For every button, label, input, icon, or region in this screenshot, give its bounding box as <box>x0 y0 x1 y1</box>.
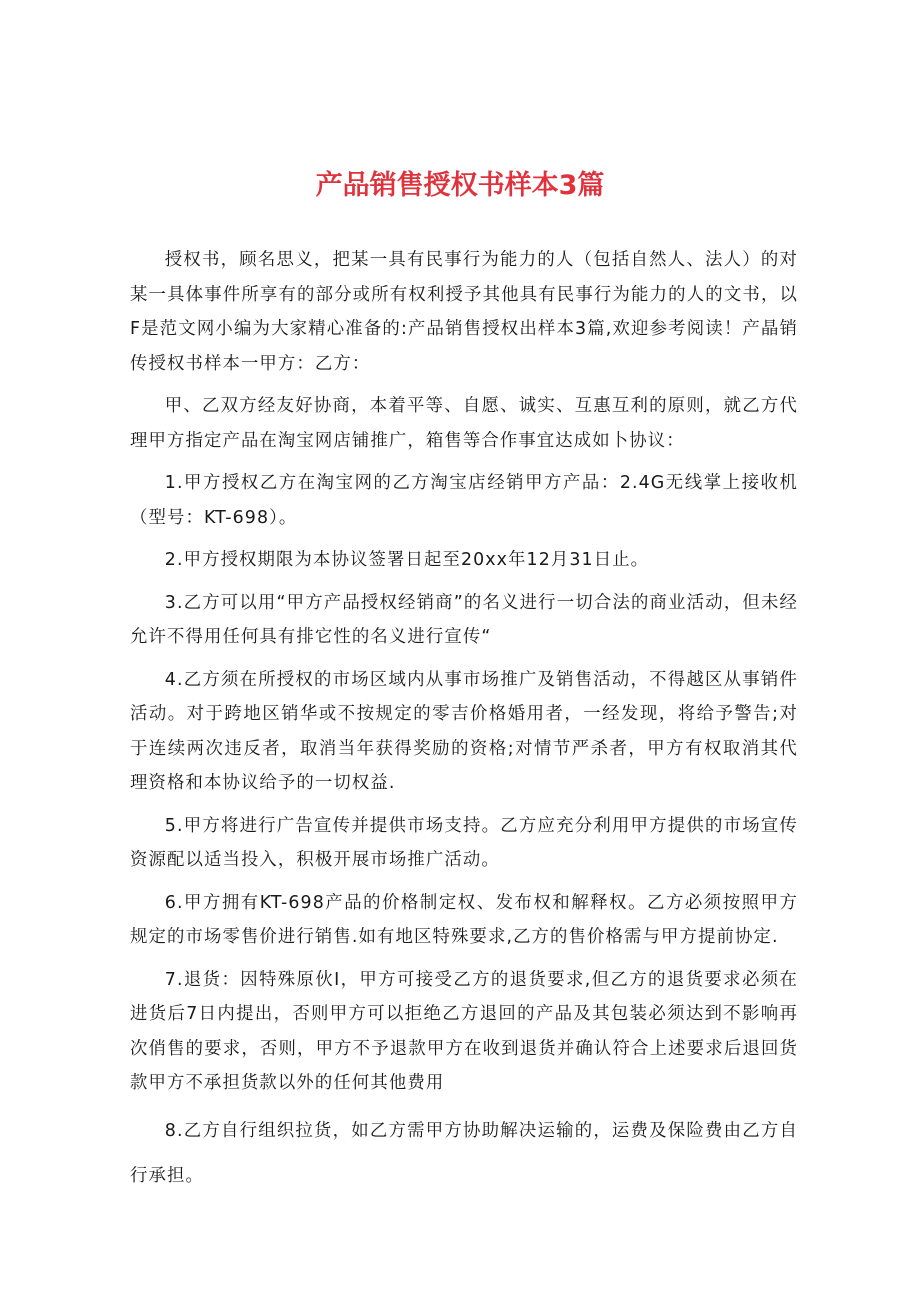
clause-4: 4.乙方须在所授权的市场区域内从事市场推广及销售活动，不得越区从事销件活动。对于跨地区销华或不按规定的零吉价格婚用者，一经发现，将给予警告;对于连续两次违反者，取消当年获得奖励的资格;对情节严杀者，甲方有权取消其代理资格和本协议给予的一切权益. <box>130 669 798 793</box>
clause-8: 8.乙方自行组织拉货，如乙方需甲方协助解决运输的，运费及保险费由乙方自行承担。 <box>130 1120 798 1186</box>
document-title: 产品销售授权书样本3篇 <box>315 170 605 201</box>
clause-3: 3.乙方可以用“甲方产品授权经销商”的名义进行一切合法的商业活动，但未经允许不得用任何具有排它性的名义进行宣传“ <box>130 592 798 647</box>
clause-2: 2.甲方授权期限为本协议签署日起至20xx年12月31日止。 <box>164 550 650 570</box>
clause-5: 5.甲方将进行广告宣传并提供市场支持。乙方应充分利用甲方提供的市场宣传资源配以适当投入，积极开展市场推广活动。 <box>130 815 798 870</box>
clause-1: 1.甲方授权乙方在淘宝网的乙方淘宝店经销甲方产品：2.4G无线掌上接收机（型号：KT-698）。 <box>130 473 798 528</box>
paragraph-intro: 授权书，顾名思义，把某一具有民事行为能力的人（包括自然人、法人）的对某一具体事件所享有的部分或所有权利授予其他具有民事行为能力的人的文书，以F是范文网小编为大家精心准备的:产品销售授权出样本3篇,欢迎参考阅读！产晶销传授权书样本一甲方：乙方： <box>130 250 798 374</box>
clause-7: 7.退货：因特殊原伙I，甲方可接受乙方的退货要求,但乙方的退货要求必须在进货后7日内提出，否则甲方可以拒绝乙方退回的产品及其包装必须达到不影响再次俏售的要求，否则，甲方不予退款甲方在收到退货并确认符合上述要求后退回货款甲方不承担货款以外的任何其他费用 <box>130 969 798 1093</box>
document-body <box>130 243 798 1207</box>
paragraph-preamble: 甲、乙双方经友好协商，本着平等、自愿、诚实、互惠互利的原则，就乙方代理甲方指定产品在淘宝网店铺推广，箱售等合作事宜达成如卜协议： <box>130 396 798 451</box>
clause-6: 6.甲方拥有KT-698产品的价格制定权、发布权和解释权。乙方必须按照甲方规定的市场零售价进行销售.如有地区特殊要求,乙方的售价格需与甲方提前协定. <box>130 892 798 947</box>
